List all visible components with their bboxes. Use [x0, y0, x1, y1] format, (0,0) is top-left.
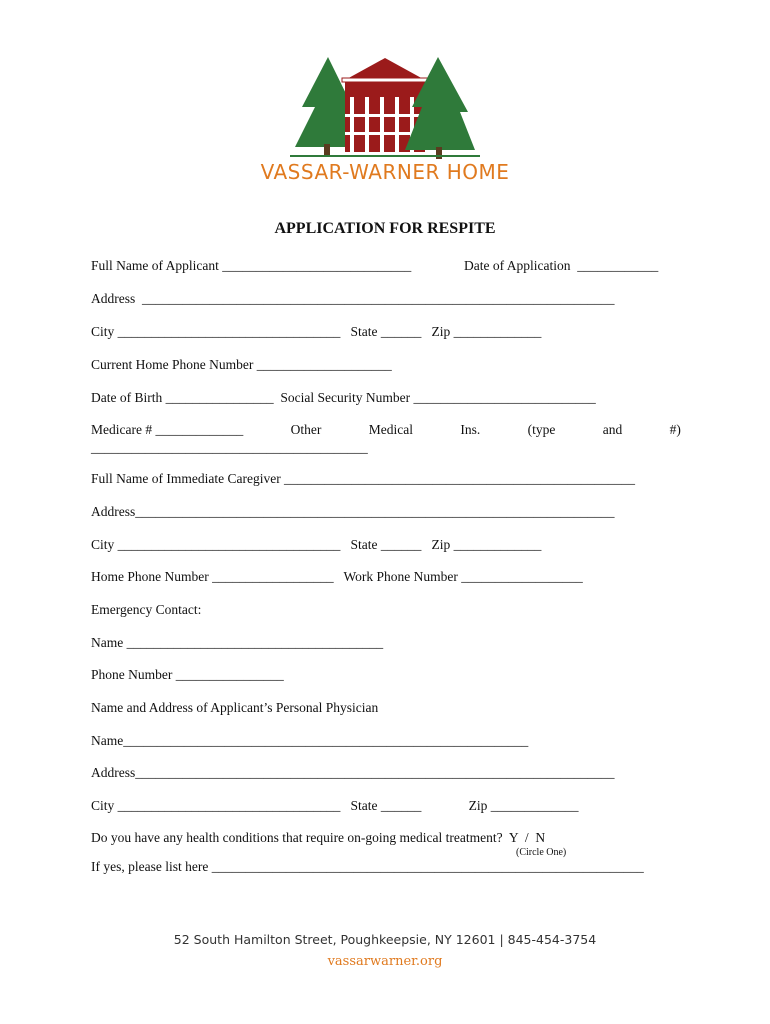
applicant-address-field[interactable]: Address ______________________________________________________________________ — [91, 291, 615, 306]
ins-word: Ins. — [460, 422, 481, 437]
vassar-warner-logo — [290, 52, 480, 162]
caregiver-address-field[interactable]: Address_______________________________________________________________________ — [91, 504, 615, 519]
physician-name-field[interactable]: Name____________________________________________________________ — [91, 733, 529, 748]
health-conditions-question[interactable]: Do you have any health conditions that require on-going medical treatment? Y / N — [91, 830, 546, 845]
form-title: APPLICATION FOR RESPITE — [274, 220, 496, 237]
and-word: and — [602, 422, 623, 437]
caregiver-city-state-zip-field[interactable]: City _________________________________ State ______ Zip _____________ — [91, 537, 542, 552]
applicant-name-field[interactable]: Full Name of Applicant ____________________________ — [91, 258, 412, 273]
dob-ssn-field[interactable]: Date of Birth ________________ Social Security Number ___________________________ — [91, 390, 596, 405]
caregiver-name-field[interactable]: Full Name of Immediate Caregiver ____________________________________________________ — [91, 471, 636, 486]
physician-section-label: Name and Address of Applicant’s Personal Physician — [91, 700, 379, 715]
number-word: #) — [669, 422, 681, 437]
medical-word: Medical — [368, 422, 413, 437]
circle-one-note: (Circle One) — [516, 847, 567, 858]
footer-address: 52 South Hamilton Street, Poughkeepsie, NY 12601 | 845-454-3754 — [173, 932, 597, 947]
type-word: (type — [527, 422, 556, 437]
medicare-label: Medicare # _____________ — [91, 422, 244, 437]
emergency-phone-field[interactable]: Phone Number ________________ — [91, 667, 284, 682]
health-conditions-list-field[interactable]: If yes, please list here ________________________________________________________________ — [91, 859, 644, 874]
footer-website[interactable]: vassarwarner.org — [327, 954, 443, 969]
other-word: Other — [290, 422, 322, 437]
physician-city-state-zip-field[interactable]: City _________________________________ State ______ Zip _____________ — [91, 798, 579, 813]
application-date-field[interactable]: Date of Application ____________ — [464, 258, 659, 273]
caregiver-phone-field[interactable]: Home Phone Number __________________ Work Phone Number __________________ — [91, 569, 583, 584]
applicant-city-state-zip-field[interactable]: City _________________________________ State ______ Zip _____________ — [91, 324, 542, 339]
brand-name: VASSAR-WARNER HOME — [260, 160, 510, 184]
emergency-name-field[interactable]: Name ______________________________________ — [91, 635, 384, 650]
home-phone-field[interactable]: Current Home Phone Number ____________________ — [91, 357, 392, 372]
insurance-blank-line[interactable]: _________________________________________ — [91, 440, 368, 455]
emergency-contact-label: Emergency Contact: — [91, 602, 202, 617]
physician-address-field[interactable]: Address_______________________________________________________________________ — [91, 765, 615, 780]
medicare-insurance-field[interactable] — [91, 422, 681, 438]
